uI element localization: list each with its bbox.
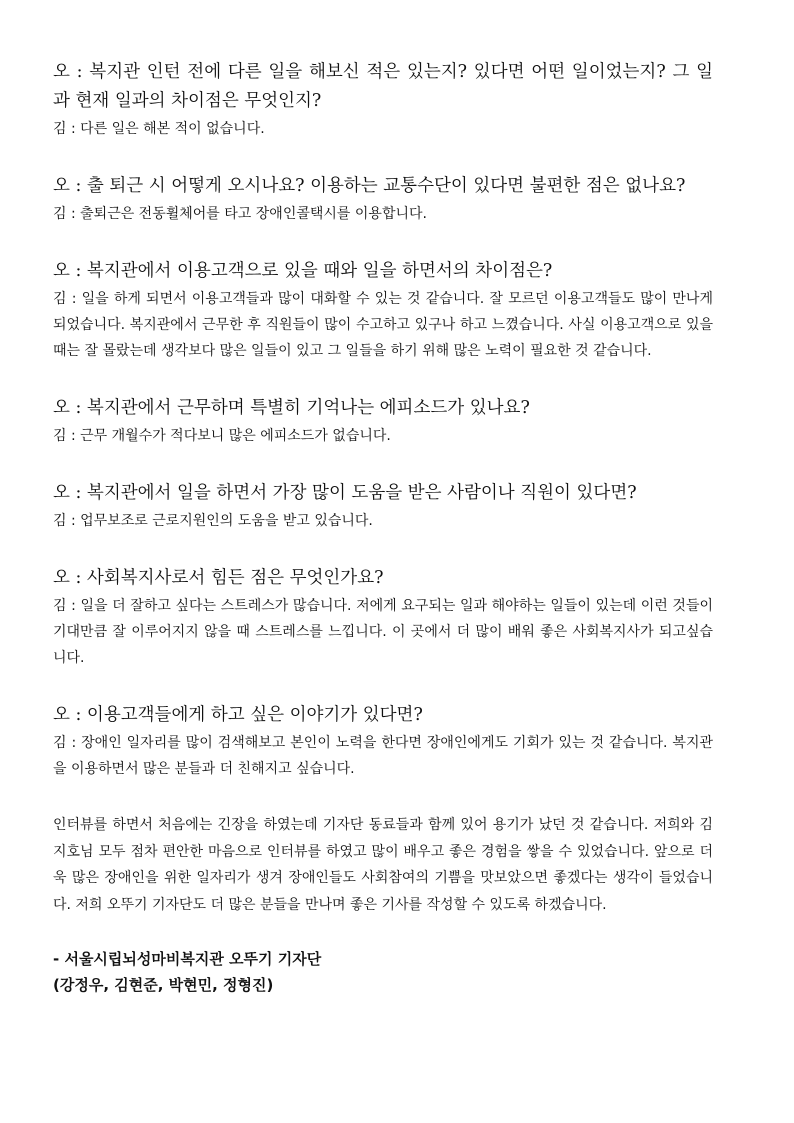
qa-block-2 bbox=[53, 172, 713, 227]
answer-7: 김 : 장애인 일자리를 많이 검색해보고 본인이 노력을 한다면 장애인에게도 기회가 있는 것 같습니다. 복지관을 이용하면서 많은 분들과 더 친해지고 싶습니다. bbox=[53, 735, 713, 777]
interview-document bbox=[53, 58, 713, 998]
signature-members: (강정우, 김현준, 박현민, 정형진) bbox=[53, 976, 274, 994]
closing-paragraph: 인터뷰를 하면서 처음에는 긴장을 하였는데 기자단 동료들과 함께 있어 용기가 났던 것 같습니다. 저희와 김지호님 모두 점차 편안한 마음으로 인터뷰를 하였고 많이 배우고 좋은 경험을 쌓을 수 있었습니다. 앞으로 더욱 많은 장애인을 위한 일자리가 생겨 장애인들도 사회참여의 기쁨을 맛보았으면 좋겠다는 생각이 들었습니다. 저희 오뚜기 기자단도 더 많은 분들을 만나며 좋은 기사를 작성할 수 있도록 하겠습니다. bbox=[53, 817, 713, 913]
question-2: 오 : 출 퇴근 시 어떻게 오시나요? 이용하는 교통수단이 있다면 불편한 점은 없나요? bbox=[53, 176, 686, 196]
question-5: 오 : 복지관에서 일을 하면서 가장 많이 도움을 받은 사람이나 직원이 있다면? bbox=[53, 483, 637, 503]
question-3: 오 : 복지관에서 이용고객으로 있을 때와 일을 하면서의 차이점은? bbox=[53, 261, 553, 281]
question-7: 오 : 이용고객들에게 하고 싶은 이야기가 있다면? bbox=[53, 705, 423, 725]
answer-2: 김 : 출퇴근은 전동휠체어를 타고 장애인콜택시를 이용합니다. bbox=[53, 206, 427, 222]
qa-block-1 bbox=[53, 58, 713, 142]
qa-block-4 bbox=[53, 394, 713, 449]
qa-block-3 bbox=[53, 257, 713, 364]
qa-block-7 bbox=[53, 701, 713, 782]
answer-1: 김 : 다른 일은 해본 적이 없습니다. bbox=[53, 121, 265, 137]
question-4: 오 : 복지관에서 근무하며 특별히 기억나는 에피소드가 있나요? bbox=[53, 398, 530, 418]
signature-org: - 서울시립뇌성마비복지관 오뚜기 기자단 bbox=[53, 950, 322, 968]
answer-6: 김 : 일을 더 잘하고 싶다는 스트레스가 많습니다. 저에게 요구되는 일과 해야하는 일들이 있는데 이런 것들이 기대만큼 잘 이루어지지 않을 때 스트레스를 느낍니다. 이 곳에서 더 많이 배워 좋은 사회복지사가 되고싶습니다. bbox=[53, 598, 713, 666]
answer-3: 김 : 일을 하게 되면서 이용고객들과 많이 대화할 수 있는 것 같습니다. 잘 모르던 이용고객들도 많이 만나게 되었습니다. 복지관에서 근무한 후 직원들이 많이 수고하고 있구나 하고 느꼈습니다. 사실 이용고객으로 있을 때는 잘 몰랐는데 생각보다 많은 일들이 있고 그 일들을 하기 위해 많은 노력이 필요한 것 같습니다. bbox=[53, 291, 713, 359]
question-6: 오 : 사회복지사로서 힘든 점은 무엇인가요? bbox=[53, 568, 384, 588]
qa-block-5 bbox=[53, 479, 713, 534]
answer-5: 김 : 업무보조로 근로지원인의 도움을 받고 있습니다. bbox=[53, 513, 373, 529]
question-1: 오 : 복지관 인턴 전에 다른 일을 해보신 적은 있는지? 있다면 어떤 일이었는지? 그 일과 현재 일과의 차이점은 무엇인지? bbox=[53, 62, 713, 111]
qa-block-6 bbox=[53, 564, 713, 671]
answer-4: 김 : 근무 개월수가 적다보니 많은 에피소드가 없습니다. bbox=[53, 428, 391, 444]
